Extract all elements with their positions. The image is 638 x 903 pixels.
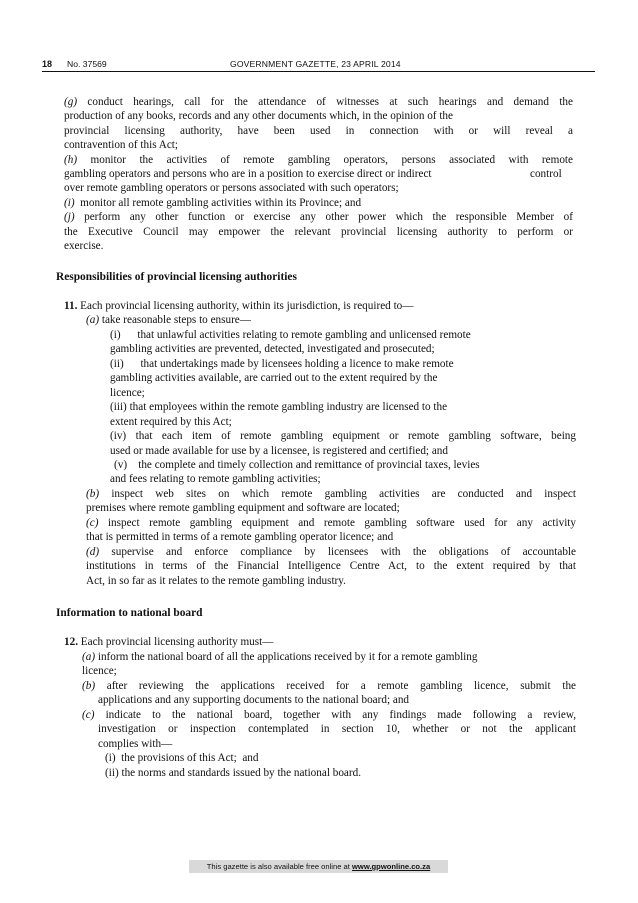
item-j-marker: (j) bbox=[64, 211, 75, 223]
s11-sub-iii-line-1: (iii) that employees within the remote gambling industry are licensed to the bbox=[110, 401, 448, 413]
section-11-a bbox=[86, 313, 251, 327]
section-11-heading: Responsibilities of provincial licensing authorities bbox=[56, 271, 297, 283]
issue-number: No. 37569 bbox=[67, 59, 107, 69]
item-h-line-1 bbox=[64, 153, 573, 167]
section-11-lead-text: Each provincial licensing authority, within its jurisdiction, is required to— bbox=[80, 300, 414, 312]
s11-d-line-3: Act, in so far as it relates to the remote gambling industry. bbox=[86, 575, 346, 587]
s11-b-text: inspect web sites on which remote gambling activities are conducted and inspect bbox=[111, 488, 576, 500]
s11-d-marker: (d) bbox=[86, 546, 100, 558]
section-12-lead bbox=[64, 635, 273, 649]
page-number: 18 bbox=[42, 59, 53, 69]
s12-b-marker: (b) bbox=[82, 680, 96, 692]
s11-c-line-2: that is permitted in terms of a remote gambling operator licence; and bbox=[86, 531, 394, 543]
s11-sub-v-line-1: (v) the complete and timely collection and remittance of provincial taxes, levies bbox=[114, 459, 480, 471]
s11-sub-ii-line-1: (ii) that undertakings made by licensees holding a licence to make remote bbox=[110, 358, 454, 370]
footer-text: This gazette is also available free online at bbox=[206, 862, 352, 871]
s12-b-text: after reviewing the applications received for a remote gambling licence, submit the bbox=[106, 680, 576, 692]
item-g-marker: (g) bbox=[64, 96, 78, 108]
s11-d-line-1 bbox=[86, 545, 576, 559]
s11-sub-ii-line-3: licence; bbox=[110, 387, 145, 399]
s11-c-line-1 bbox=[86, 516, 576, 530]
s11-a-text: take reasonable steps to ensure— bbox=[101, 314, 251, 326]
s11-a-marker: (a) bbox=[86, 314, 100, 326]
s12-a-line-2: licence; bbox=[82, 665, 117, 677]
s11-sub-iv-line-1: (iv) that each item of remote gambling equipment or remote gambling software, being bbox=[110, 430, 576, 442]
item-j-text: perform any other function or exercise any other power which the responsible Member of bbox=[84, 211, 574, 223]
item-i-text: monitor all remote gambling activities within its Province; and bbox=[80, 197, 362, 209]
s12-b-line-2: applications and any supporting documents to the national board; and bbox=[98, 694, 410, 706]
item-j-line-3: exercise. bbox=[64, 240, 104, 252]
section-12-number: 12. bbox=[64, 636, 78, 648]
s11-sub-iii-line-2: extent required by this Act; bbox=[110, 416, 232, 428]
s12-c-line-2: investigation or inspection contemplated in section 10, whether or not the applicant bbox=[98, 723, 576, 735]
s11-b-line-2: premises where remote gambling equipment and software are located; bbox=[86, 502, 400, 514]
s12-c-line-3: complies with— bbox=[98, 738, 173, 750]
section-12-heading: Information to national board bbox=[56, 607, 203, 619]
s12-c-text: indicate to the national board, together with any findings made following a review, bbox=[105, 709, 576, 721]
header-rule bbox=[42, 71, 595, 72]
s11-c-text: inspect remote gambling equipment and remote gambling software used for any activity bbox=[107, 517, 577, 529]
s11-d-line-2: institutions in terms of the Financial Intelligence Centre Act, to the extent required by that bbox=[86, 560, 576, 572]
footer-banner bbox=[189, 860, 448, 873]
s11-sub-ii-line-2: gambling activities available, are carried out to the extent required by the bbox=[110, 372, 438, 384]
s12-a-line-1 bbox=[82, 650, 477, 664]
s11-b-marker: (b) bbox=[86, 488, 100, 500]
item-h-line-2: gambling operators and persons who are in a position to exercise direct or indirect bbox=[64, 168, 432, 180]
s12-a-text: inform the national board of all the applications received by it for a remote gambling bbox=[97, 651, 478, 663]
section-11-number: 11. bbox=[64, 300, 78, 312]
s11-sub-i-line-1: (i) that unlawful activities relating to remote gambling and unlicensed remote bbox=[110, 329, 471, 341]
s11-b-line-1 bbox=[86, 487, 576, 501]
item-g-line-1 bbox=[64, 95, 573, 109]
item-h-line-2b: control bbox=[530, 168, 562, 180]
s11-sub-v-line-2: and fees relating to remote gambling activities; bbox=[110, 473, 321, 485]
s11-sub-i-line-2: gambling activities are prevented, detected, investigated and prosecuted; bbox=[110, 343, 435, 355]
gazette-title: GOVERNMENT GAZETTE, 23 APRIL 2014 bbox=[230, 59, 401, 69]
s12-a-marker: (a) bbox=[82, 651, 96, 663]
section-11-lead bbox=[64, 299, 413, 313]
section-12-lead-text: Each provincial licensing authority must— bbox=[80, 636, 274, 648]
item-g-line-2: production of any books, records and any other documents which, in the opinion of the bbox=[64, 110, 453, 122]
item-j-line-2: the Executive Council may empower the relevant provincial licensing authority to perform or bbox=[64, 226, 573, 238]
item-h-line-3: over remote gambling operators or persons associated with such operators; bbox=[64, 182, 399, 194]
s12-c-sub-ii: (ii) the norms and standards issued by the national board. bbox=[105, 767, 362, 779]
item-g-line-4: contravention of this Act; bbox=[64, 139, 179, 151]
s12-c-sub-i: (i) the provisions of this Act; and bbox=[105, 752, 259, 764]
item-j-line-1 bbox=[64, 210, 573, 224]
s12-b-line-1 bbox=[82, 679, 576, 693]
item-h-text: monitor the activities of remote gambling operators, persons associated with remote bbox=[90, 154, 573, 166]
item-g-line-3: provincial licensing authority, have been used in connection with or will reveal a bbox=[64, 125, 573, 137]
s11-c-marker: (c) bbox=[86, 517, 99, 529]
s11-d-text: supervise and enforce compliance by licensees with the obligations of accountable bbox=[111, 546, 577, 558]
item-g-text: conduct hearings, call for the attendance of witnesses at such hearings and demand the bbox=[87, 96, 573, 108]
footer-link[interactable]: www.gpwonline.co.za bbox=[352, 862, 431, 871]
item-i-marker: (i) bbox=[64, 197, 75, 209]
item-i-line bbox=[64, 196, 361, 210]
s12-c-line-1 bbox=[82, 708, 576, 722]
s12-c-marker: (c) bbox=[82, 709, 95, 721]
item-h-marker: (h) bbox=[64, 154, 78, 166]
s11-sub-iv-line-2: used or made available for use by a licensee, is registered and certified; and bbox=[110, 445, 448, 457]
